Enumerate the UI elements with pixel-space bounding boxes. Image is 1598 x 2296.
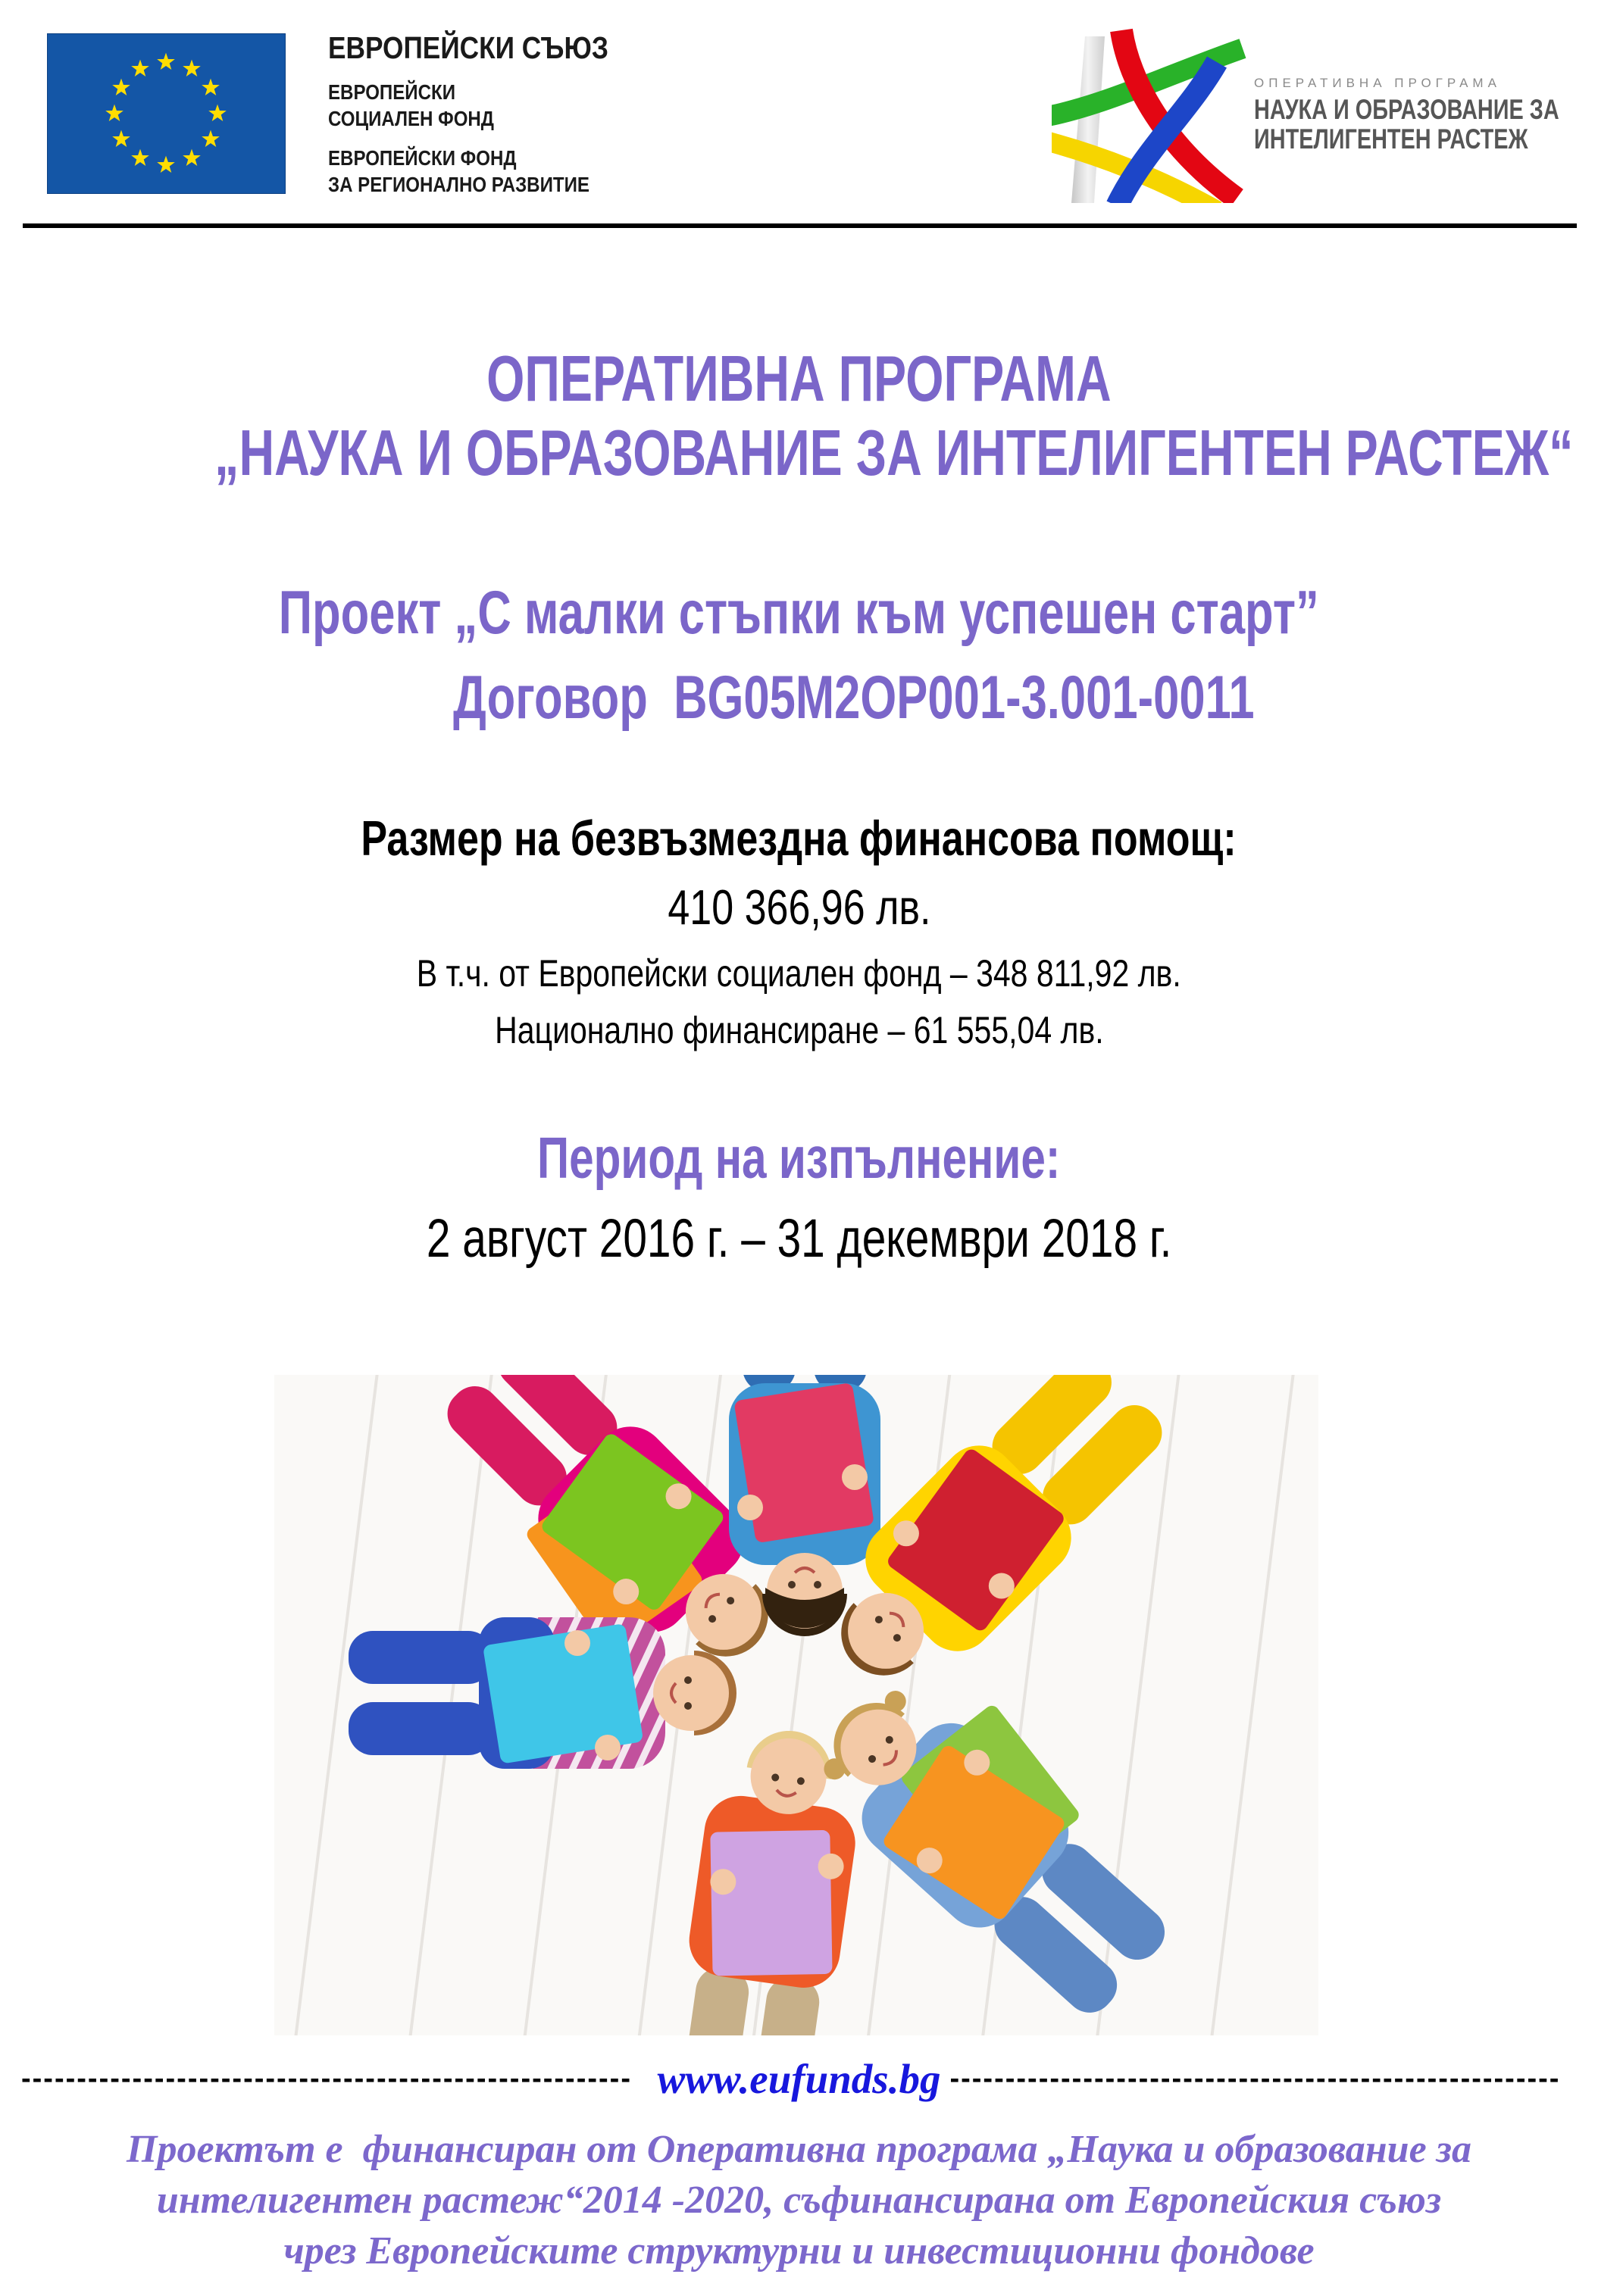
op-logo-line2: ИНТЕЛИГЕНТЕН РАСТЕЖ [1254,123,1528,155]
disclaimer-line2: интелигентен растеж“2014 -2020, съфинансирана от Европейския съюз [156,2179,1442,2222]
disclaimer-line1: Проектът е финансиран от Оперативна програма „Наука и образование за [127,2128,1471,2171]
disclaimer-line3: чрез Европейските структурни и инвестиционни фондове [283,2229,1315,2273]
grant-amount-value: 410 366,96 лв. [667,879,931,935]
eu-regional-fund-line2: ЗА РЕГИОНАЛНО РАЗВИТИЕ [328,173,589,196]
children-photo [274,1375,1318,2035]
project-contract-number: Договор BG05M2OP001-3.001-0011 [452,664,1255,732]
eu-union-title: ЕВРОПЕЙСКИ СЪЮЗ [328,30,608,65]
dash-line-left: ------------------------------------------------------- [21,2064,632,2093]
grant-amount-label: Размер на безвъзмездна финансова помощ: [361,811,1237,866]
eufunds-separator [21,2054,1577,2103]
op-logo-line1: НАУКА И ОБРАЗОВАНИЕ ЗА [1254,94,1559,125]
op-logo-kicker: ОПЕРАТИВНА ПРОГРАМА [1254,76,1501,90]
eufunds-link[interactable]: www.eufunds.bg [657,2055,941,2102]
eu-regional-fund-line1: ЕВРОПЕЙСКИ ФОНД [328,146,517,170]
eu-social-fund-line2: СОЦИАЛЕН ФОНД [328,107,494,130]
program-title-line1: ОПЕРАТИВНА ПРОГРАМА [486,343,1112,415]
eu-social-fund-line1: ЕВРОПЕЙСКИ [328,80,455,104]
header-divider [23,223,1577,228]
dash-line-right: ------------------------------------------------------- [949,2064,1561,2093]
op-ribbons-logo-icon [1052,27,1258,203]
grant-national-share: Национално финансиране – 61 555,04 лв. [494,1009,1104,1051]
eu-flag-icon [47,33,286,194]
period-label: Период на изпълнение: [537,1126,1061,1191]
program-title-line2: „НАУКА И ОБРАЗОВАНИЕ ЗА ИНТЕЛИГЕНТЕН РАСТЕЖ“ [214,417,1574,489]
grant-esf-share: В т.ч. от Европейски социален фонд – 348 811,92 лв. [417,952,1181,995]
period-value: 2 август 2016 г. – 31 декември 2018 г. [426,1209,1172,1269]
project-title: Проект „С малки стъпки към успешен старт” [279,579,1319,647]
